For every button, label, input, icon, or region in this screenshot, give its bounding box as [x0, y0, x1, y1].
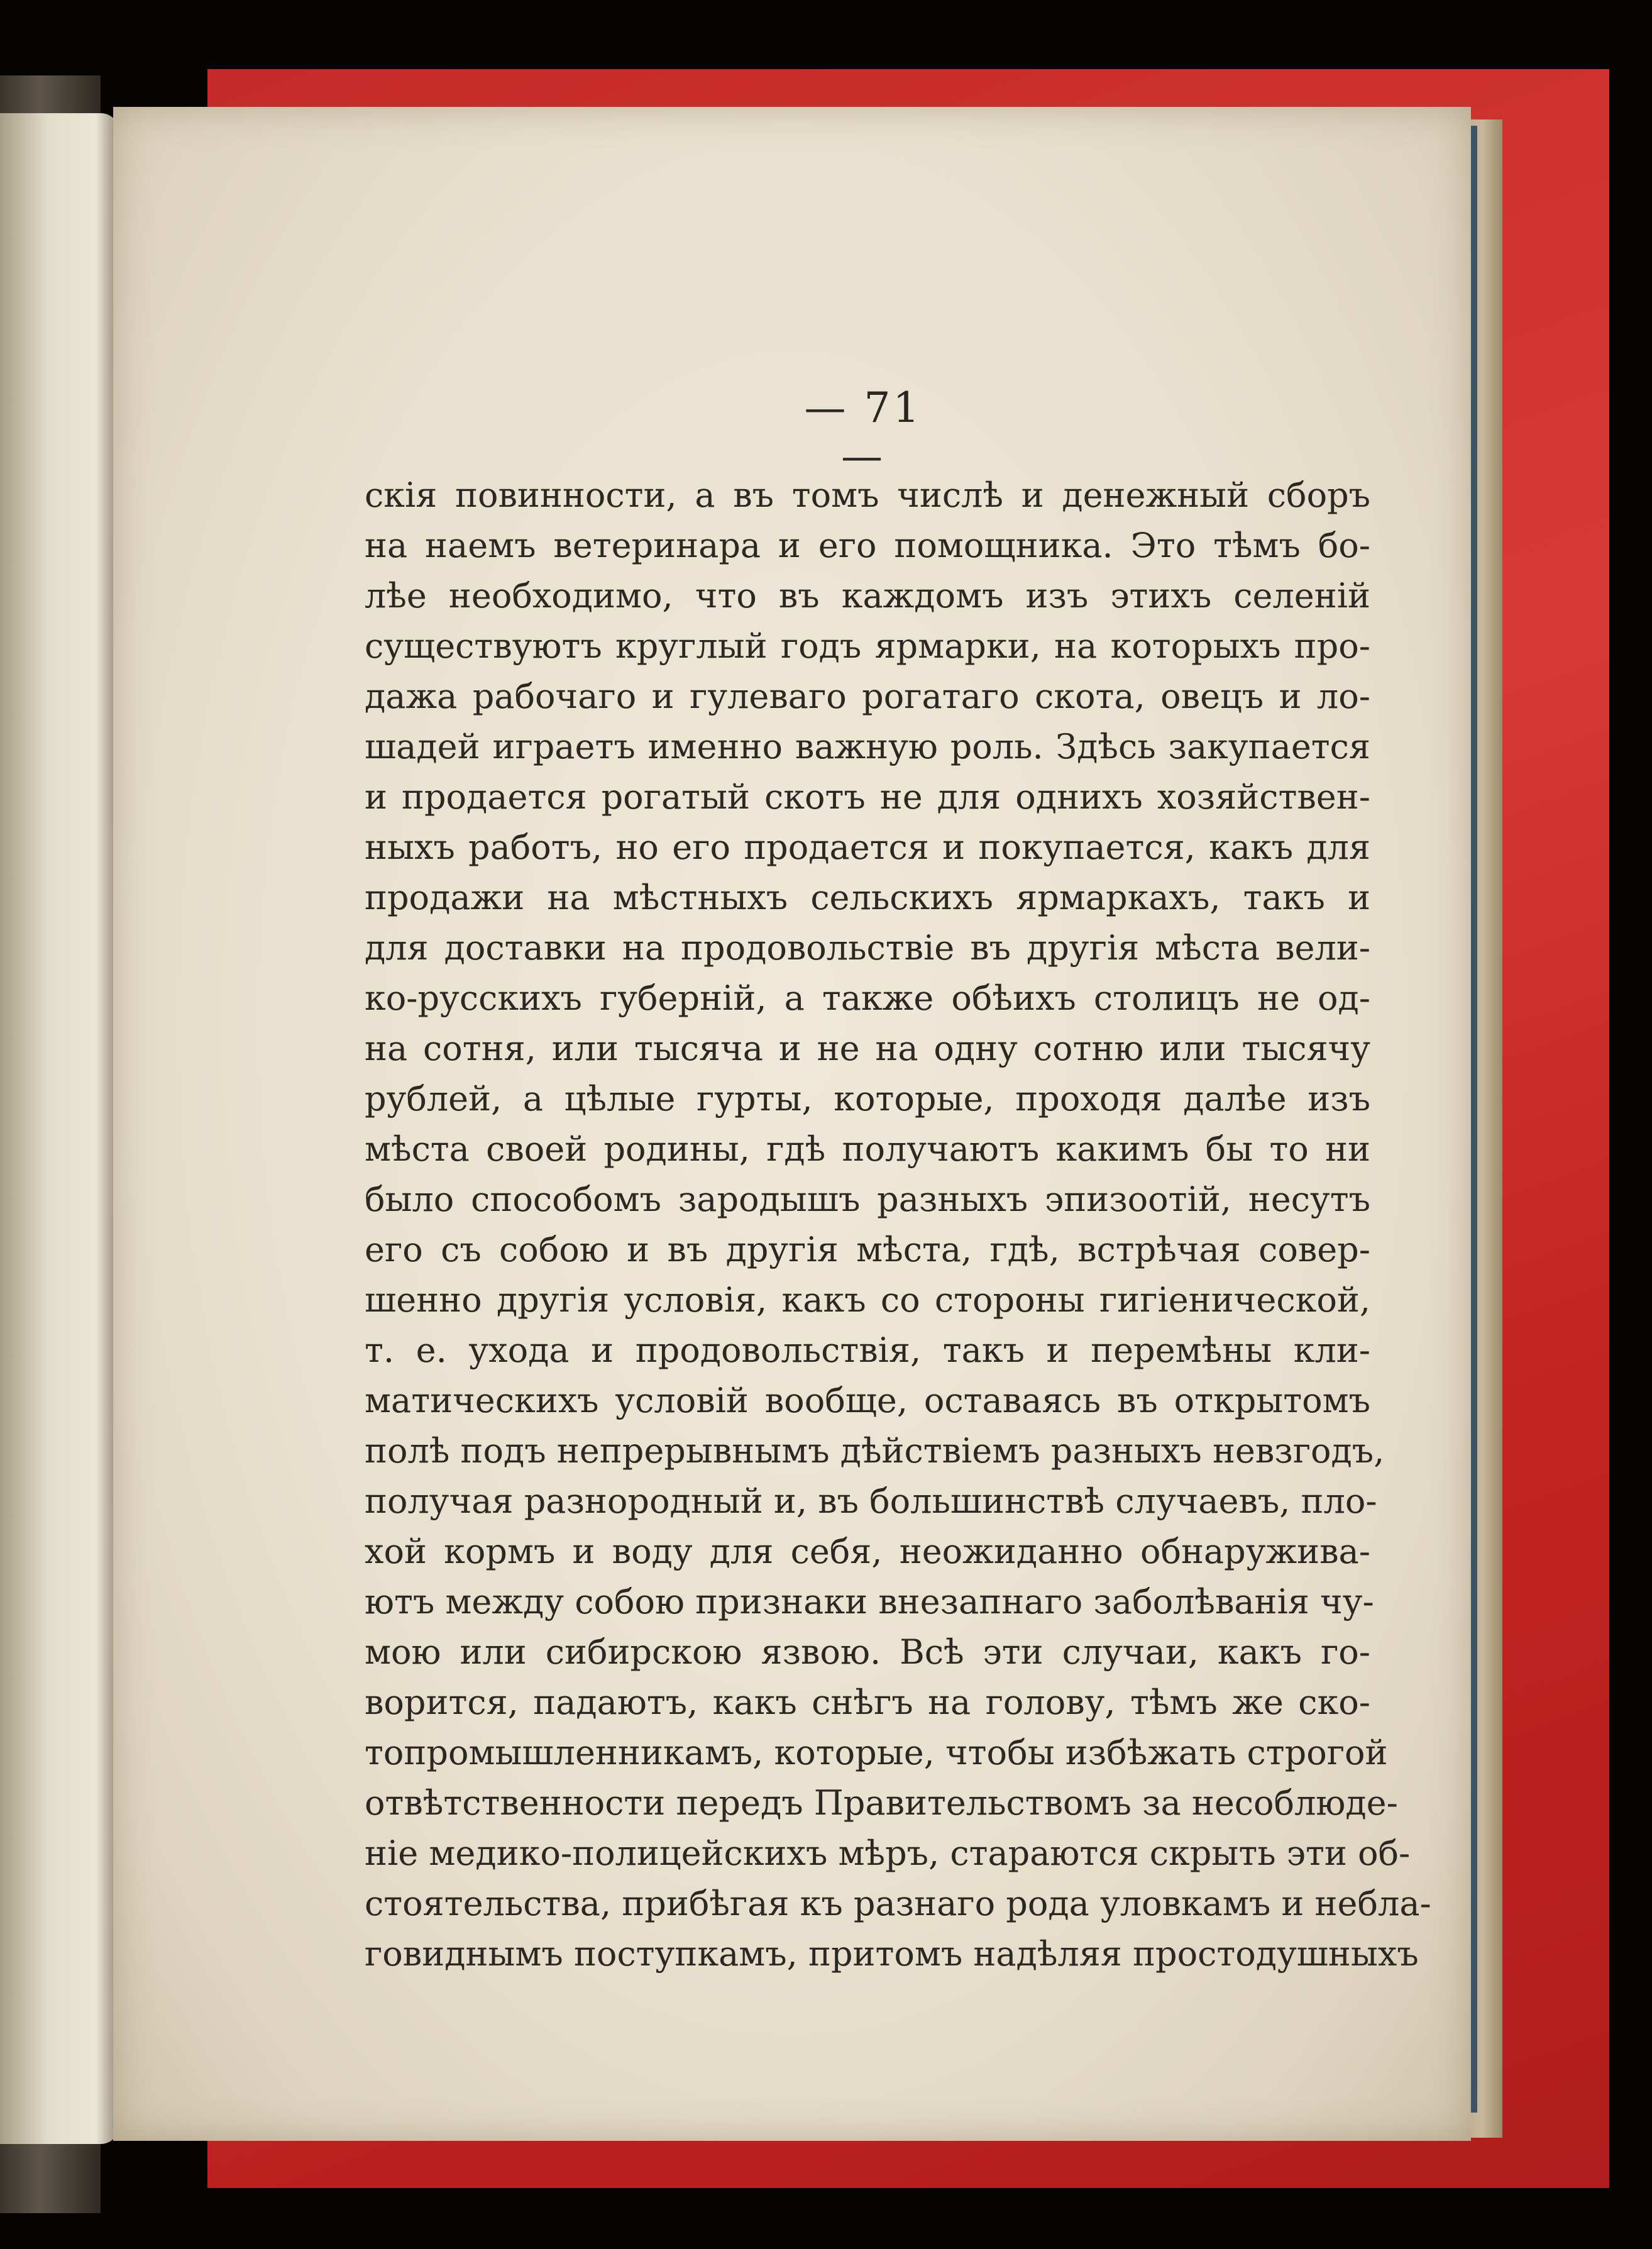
text-line: мѣста своей родины, гдѣ получаютъ какимъ бы то ни	[365, 1129, 1370, 1169]
left-page-edge	[0, 113, 119, 2144]
text-line: дажа рабочаго и гулеваго рогатаго скота, овецъ и ло-	[365, 677, 1370, 716]
text-line: топромышленникамъ, которые, чтобы избѣжать строгой	[365, 1733, 1388, 1772]
text-line: продажи на мѣстныхъ сельскихъ ярмаркахъ, такъ и	[365, 878, 1370, 917]
text-line: отвѣтственности передъ Правительствомъ за несоблюде-	[365, 1783, 1398, 1823]
text-line: ворится, падаютъ, какъ снѣгъ на голову, тѣмъ же ско-	[365, 1683, 1370, 1722]
text-line: для доставки на продовольствіе въ другія мѣста вели-	[365, 928, 1370, 968]
text-line: говиднымъ поступкамъ, притомъ надѣляя простодушныхъ	[365, 1934, 1419, 1974]
text-line: получая разнородный и, въ большинствѣ случаевъ, пло-	[365, 1481, 1377, 1521]
page-text	[365, 470, 1431, 1979]
text-line: шенно другія условія, какъ со стороны гигіенической,	[365, 1280, 1370, 1320]
text-line: и продается рогатый скотъ не для однихъ хозяйствен-	[365, 777, 1370, 817]
text-line: было способомъ зародышъ разныхъ эпизоотій, несутъ	[365, 1180, 1370, 1219]
text-line: лѣе необходимо, что въ каждомъ изъ этихъ селеній	[365, 576, 1370, 616]
text-line: скія повинности, а въ томъ числѣ и денежный сборъ	[365, 475, 1370, 515]
text-line: рублей, а цѣлые гурты, которые, проходя далѣе изъ	[365, 1079, 1370, 1119]
text-line: т. е. ухода и продовольствія, такъ и перемѣны кли-	[365, 1330, 1370, 1370]
text-line: его съ собою и въ другія мѣста, гдѣ, встрѣчая совер-	[365, 1230, 1370, 1269]
text-line: полѣ подъ непрерывнымъ дѣйствіемъ разныхъ невзгодъ,	[365, 1431, 1385, 1471]
text-line: ніе медико-полицейскихъ мѣръ, стараются скрыть эти об-	[365, 1833, 1411, 1873]
text-line: мою или сибирскою язвою. Всѣ эти случаи, какъ го-	[365, 1632, 1370, 1672]
page-number: — 71 —	[804, 384, 922, 480]
text-line: ко-русскихъ губерній, а также обѣихъ столицъ не од-	[365, 978, 1370, 1018]
text-line: ныхъ работъ, но его продается и покупается, какъ для	[365, 827, 1370, 867]
text-line: хой кормъ и воду для себя, неожиданно обнаружива-	[365, 1532, 1370, 1571]
text-line: на наемъ ветеринара и его помощника. Это тѣмъ бо-	[365, 526, 1370, 565]
text-line: шадей играетъ именно важную роль. Здѣсь закупается	[365, 727, 1370, 766]
text-line: стоятельства, прибѣгая къ разнаго рода уловкамъ и небла-	[365, 1884, 1431, 1923]
text-line: ютъ между собою признаки внезапнаго заболѣванія чу-	[365, 1582, 1374, 1622]
book-page	[113, 107, 1471, 2141]
text-line: матическихъ условій вообще, оставаясь въ открытомъ	[365, 1381, 1370, 1420]
text-line: на сотня, или тысяча и не на одну сотню или тысячу	[365, 1029, 1370, 1068]
text-line: существуютъ круглый годъ ярмарки, на которыхъ про-	[365, 626, 1370, 666]
